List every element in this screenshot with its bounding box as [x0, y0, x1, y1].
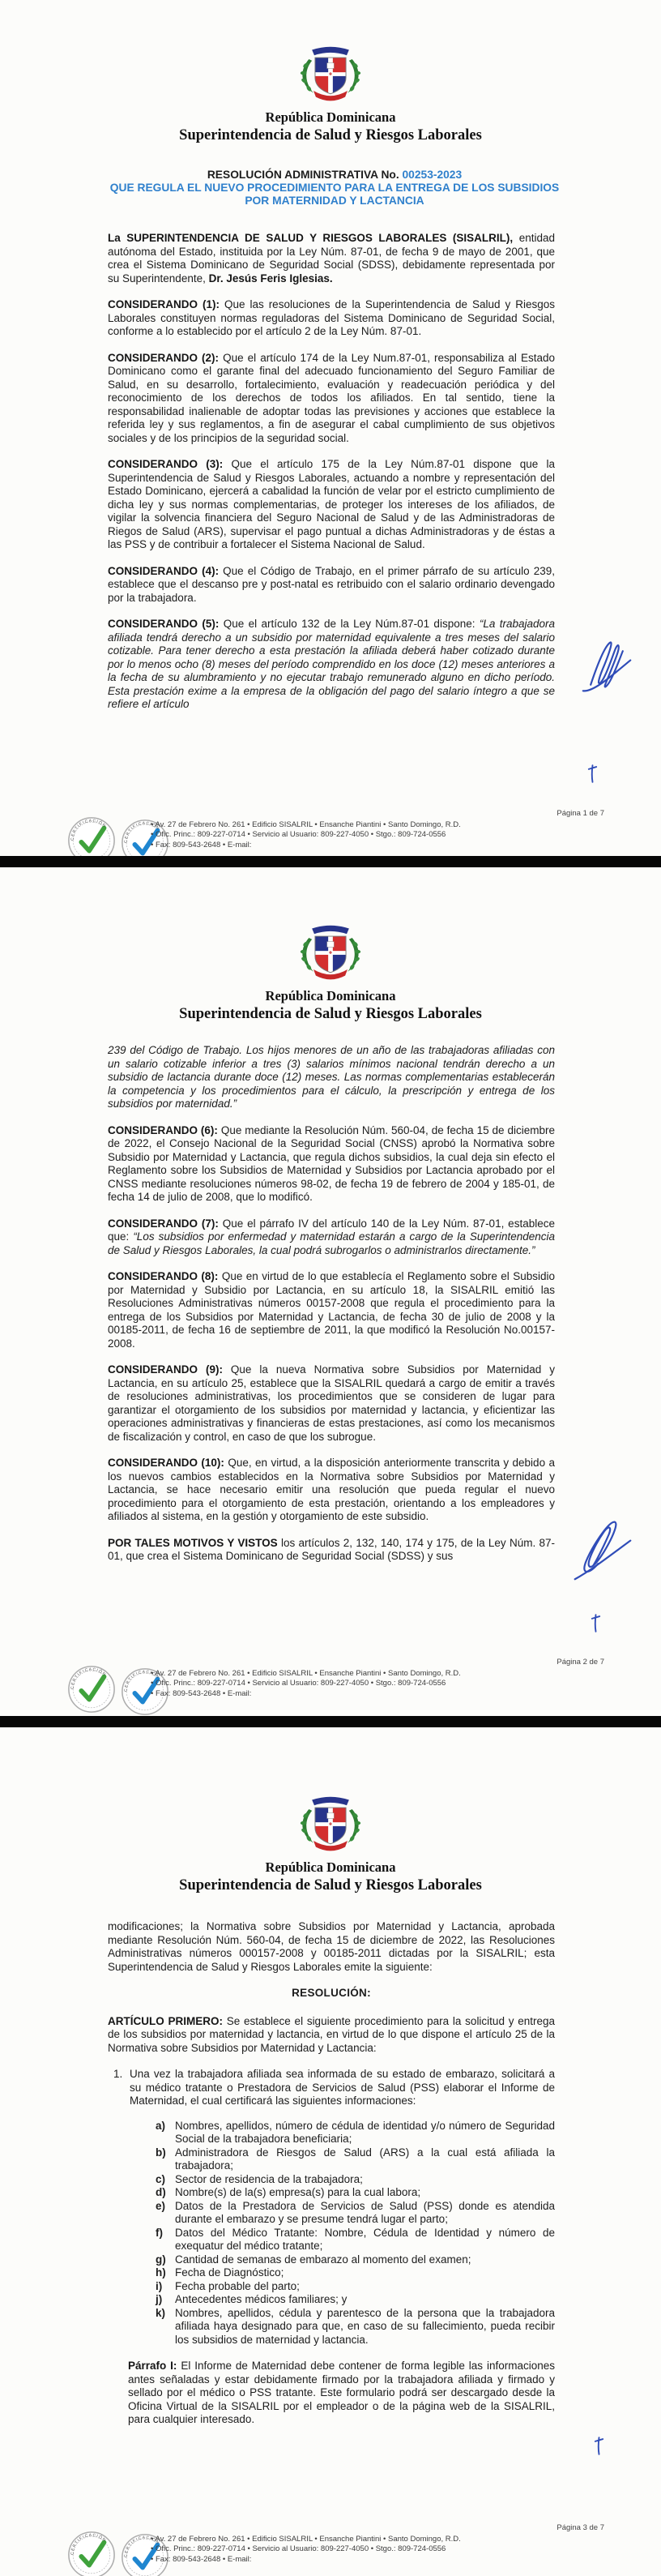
page-number: Página 1 de 7 — [557, 809, 604, 818]
address-line-3: • Fax: 809-543-2648 • E-mail: — [151, 1688, 252, 1698]
resolution-number: 00253-2023 — [402, 169, 463, 181]
law-quote: 239 del Código de Trabajo. Los hijos menores de un año de las trabajadoras afiliadas con un salario cotizable inferior a tres (3) salarios mínimos nacional tendrán derecho a un subsidio de lactancia durante doce (12) meses. Las normas complementarias establecerán la competencia y los procedimientos para el cálculo, la prescripción y entrega de los subsidios por maternidad.” — [108, 1044, 555, 1110]
letterhead — [0, 1727, 661, 1894]
address-line-1: • Av. 27 de Febrero No. 261 • Edificio SISALRIL • Ensanche Piantini • Santo Domingo, R.D. — [151, 820, 461, 829]
list-tag: b) — [156, 2146, 166, 2159]
list-item-j — [156, 2293, 555, 2307]
page-break-bar — [0, 856, 661, 867]
considerando-text: Que el artículo 132 de la Ley Núm.87-01 dispone: — [219, 618, 480, 630]
resolution-subtitle: QUE REGULA EL NUEVO PROCEDIMIENTO PARA LA ENTREGA DE LOS SUBSIDIOS POR MATERNIDAD Y LACTANCIA — [109, 182, 560, 207]
continuation-paragraph: modificaciones; la Normativa sobre Subsidios por Maternidad y Lactancia, aprobada mediante Resolución Núm. 560-04, de fecha 15 de diciembre de 2022, las Resoluciones Administrativas números 000157-2008 y 00185-2011 dictadas por la SISALRIL; esta Superintendencia de Salud y Riesgos Laborales emite la siguiente: — [108, 1920, 555, 1973]
list-text: Fecha de Diagnóstico; — [175, 2266, 284, 2279]
considerando-text: Que en virtud de lo que establecía el Reglamento sobre el Subsidio por Maternidad y Subsidio por Lactancia, en su artículo 18, la SISALRIL emitió las Resoluciones Administrativas números 00157-2008 que regula el procedimiento para la entrega de los Subsidios por Maternidad y Lactancia, de fecha 30 de julio de 2008 y la 00185-2011, de fecha 16 de septiembre de 2011, la que modificó la Resolución No.00157-2008. — [108, 1270, 555, 1350]
considerando-6 — [108, 1124, 555, 1205]
superintendent-name: Dr. Jesús Feris Iglesias. — [208, 272, 333, 285]
list-tag: i) — [156, 2279, 163, 2292]
country-title: República Dominicana — [265, 1859, 396, 1875]
list-text: Nombres, apellidos, número de cédula de identidad y/o número de Seguridad Social de la trabajadora beneficiaria; — [175, 2119, 555, 2145]
institution-title: Superintendencia de Salud y Riesgos Laborales — [179, 127, 482, 143]
considerando-label: CONSIDERANDO (5): — [108, 618, 220, 630]
address-line-1: • Av. 27 de Febrero No. 261 • Edificio SISALRIL • Ensanche Piantini • Santo Domingo, R.D. — [151, 1669, 461, 1678]
address-line-2: • Ofic. Princ.: 809-227-0714 • Servicio al Usuario: 809-227-4050 • Stgo.: 809-724-0556 — [151, 2544, 446, 2554]
considerando-7 — [108, 1217, 555, 1258]
considerando-2 — [108, 352, 555, 446]
list-text: Nombre(s) de la(s) empresa(s) para la cual labora; — [175, 2186, 421, 2198]
list-item-i — [156, 2280, 555, 2294]
page-break-bar — [0, 1716, 661, 1727]
considerando-text: Que el artículo 174 de la Ley Num.87-01, responsabiliza al Estado Dominicano como el garante final del adecuado funcionamiento del Seguro Familiar de Salud, en su desarrollo, fortalecimiento, evaluación y readecuación periódica y del reconocimiento de los derechos de todos los afiliados. En tal sentido, tiene la responsabilidad inalienable de adoptar todas las previsiones y acciones que establece la referida ley y sus reglamentos, a fin de asegurar el cabal cumplimiento de sus objetivos sociales y de los principios de la seguridad social. — [108, 351, 555, 444]
coat-of-arms-icon — [293, 921, 368, 986]
por-tales-motivos — [108, 1537, 555, 1564]
list-text: Datos del Médico Tratante: Nombre, Cédula de Identidad y número de exequatur del médico tratante; — [175, 2226, 555, 2252]
list-item-h — [156, 2266, 555, 2280]
certification-seal-green-icon — [66, 815, 117, 856]
articulo-primero — [108, 2015, 555, 2056]
list-text: Cantidad de semanas de embarazo al momento del examen; — [175, 2253, 471, 2266]
list-text: Antecedentes médicos familiares; y — [175, 2293, 348, 2305]
institution-title: Superintendencia de Salud y Riesgos Laborales — [179, 1006, 482, 1022]
list-item-b — [156, 2146, 555, 2173]
certification-seal-green-icon — [66, 1664, 117, 1714]
considerando-label: CONSIDERANDO (9): — [108, 1363, 223, 1376]
considerando-3 — [108, 458, 555, 552]
item-number: 1. — [113, 2068, 123, 2080]
parrafo-label: Párrafo I: — [128, 2360, 177, 2372]
list-item-f — [156, 2227, 555, 2253]
list-tag: c) — [156, 2172, 166, 2185]
list-item-g — [156, 2253, 555, 2267]
resolution-title-text: RESOLUCIÓN ADMINISTRATIVA No. — [207, 169, 403, 181]
address-line-3: • Fax: 809-543-2648 • E-mail: — [151, 840, 252, 849]
considerando-text: Que mediante la Resolución Núm. 560-04, de fecha 15 de diciembre de 2022, el Consejo Nacional de la Seguridad Social (CNSS) aprobó la Normativa sobre Subsidio por Maternidad y Lactancia, que regula dichos subsidios, la cual deja sin efecto el Reglamento sobre los Subsidios de Maternidad y Subsidios por Lactancia aprobado por el CNSS mediante resoluciones números 98-02, de fecha 19 de febrero de 2004 y 185-01, de fecha 14 de julio de 2008, que lo modificó. — [108, 1123, 555, 1203]
resolution-heading: RESOLUCIÓN: — [292, 1987, 371, 1999]
list-tag: f) — [156, 2226, 163, 2239]
articulo-label: ARTÍCULO PRIMERO: — [108, 2014, 223, 2027]
list-text: Administradora de Riesgos de Salud (ARS) a la cual está afiliada la trabajadora; — [175, 2146, 555, 2172]
law-quote: “Los subsidios por enfermedad y maternidad estarán a cargo de la Superintendencia de Salud y Riesgos Laborales, la cual podrá subrogarlos o administrarlos directamente.” — [108, 1230, 555, 1256]
lettered-list — [156, 2120, 555, 2347]
list-item-c — [156, 2173, 555, 2187]
address-line-2: • Ofic. Princ.: 809-227-0714 • Servicio al Usuario: 809-227-4050 • Stgo.: 809-724-0556 — [151, 1679, 446, 1688]
pen-mark — [586, 764, 599, 784]
list-tag: a) — [156, 2119, 166, 2132]
list-item-a — [156, 2120, 555, 2146]
country-title: República Dominicana — [265, 109, 396, 125]
letterhead — [0, 867, 661, 1023]
page-number: Página 2 de 7 — [557, 1658, 604, 1667]
coat-of-arms-icon — [293, 42, 368, 107]
considerando-label: CONSIDERANDO (7): — [108, 1217, 219, 1230]
address-block — [151, 1669, 461, 1699]
list-tag: g) — [156, 2253, 166, 2266]
numbered-item-1 — [113, 2068, 555, 2108]
item-text: Una vez la trabajadora afiliada sea informada de su estado de embarazo, solicitará a su médico tratante o Prestadora de Servicios de Salud (PSS) elaborar el Informe de Maternidad, el cual certificará las siguientes informaciones: — [130, 2068, 555, 2107]
certification-seal-green-icon — [66, 2530, 117, 2576]
intro-paragraph — [108, 232, 555, 285]
considerando-10 — [108, 1457, 555, 1524]
considerando-text: Que, en virtud, a la disposición anteriormente transcrita y debido a los nuevos cambios establecidos en la Normativa sobre Subsidios por Maternidad y Lactancia, se hace necesario emitir una resolución que pueda regular el nuevo procedimiento para el otorgamiento de esta prestación, orientando a los empleadores y afiliados al sistema, en la gestión y otorgamiento de este subsidio. — [108, 1457, 556, 1522]
list-tag: j) — [156, 2293, 163, 2305]
list-item-d — [156, 2186, 555, 2200]
address-line-2: • Ofic. Princ.: 809-227-0714 • Servicio al Usuario: 809-227-4050 • Stgo.: 809-724-0556 — [151, 830, 446, 840]
list-tag: k) — [156, 2306, 166, 2319]
country-title: República Dominicana — [265, 988, 396, 1003]
considerando-label: CONSIDERANDO (4): — [108, 564, 220, 577]
considerando-text: Que la nueva Normativa sobre Subsidios por Maternidad y Lactancia, en su artículo 25, establece que la SISALRIL quedará a cargo de emitir a través de resoluciones administrativas, los procedimientos que se consideren de lugar para garantizar el otorgamiento de los subsidios por maternidad y lactancia, y eficientizar las operaciones administrativas y financieras de estas prestaciones, así como los mecanismos de fiscalización y control, en caso de que los subrogue. — [108, 1363, 555, 1443]
considerando-text: Que el párrafo IV del artículo 140 de la Ley Núm. 87-01, establece que: — [108, 1217, 555, 1243]
address-block — [151, 820, 461, 850]
considerando-label: CONSIDERANDO (1): — [108, 298, 220, 310]
signature-initials — [570, 1516, 635, 1585]
pen-mark — [593, 2436, 605, 2456]
entity-name: La SUPERINTENDENCIA DE SALUD Y RIESGOS LABORALES (SISALRIL), — [108, 232, 519, 244]
pen-mark — [590, 1613, 602, 1633]
list-text: Datos de la Prestadora de Servicios de Salud (PSS) donde es atendida durante el embarazo y se presume tendrá lugar el parto; — [175, 2199, 555, 2225]
resolution-number-line — [108, 169, 561, 182]
institution-title: Superintendencia de Salud y Riesgos Laborales — [179, 1877, 482, 1893]
list-tag: d) — [156, 2186, 166, 2198]
considerando-text: Que el Código de Trabajo, en el primer párrafo de su artículo 239, establece que el descanso pre y post-natal es retribuido con el salario ordinario devengado por la trabajadora. — [108, 564, 555, 604]
considerando-label: CONSIDERANDO (3): — [108, 458, 224, 470]
page-body — [108, 1044, 555, 1564]
considerando-label: CONSIDERANDO (8): — [108, 1270, 219, 1282]
resolution-title — [108, 169, 561, 208]
considerando-5 — [108, 618, 555, 712]
page-body — [108, 1920, 555, 2427]
quote-continuation — [108, 1044, 555, 1111]
list-tag: e) — [156, 2199, 166, 2212]
page-body — [108, 169, 560, 712]
considerando-label: CONSIDERANDO (2): — [108, 351, 220, 364]
list-text: Nombres, apellidos, cédula y parentesco de la persona que la trabajadora afiliada haya designado para que, en caso de su fallecimiento, pueda recibir los subsidios de maternidad y lactancia. — [175, 2306, 555, 2346]
list-text: Sector de residencia de la trabajadora; — [175, 2172, 363, 2185]
page-number: Página 3 de 7 — [557, 2523, 604, 2532]
considerando-text: Que las resoluciones de la Superintendencia de Salud y Riesgos Laborales constituyen normas reguladoras del Sistema Dominicano de Seguridad Social, conforme a lo establecido por el artículo 2 de la Ley Núm. 87-01. — [108, 298, 555, 337]
list-tag: h) — [156, 2266, 166, 2279]
considerando-label: CONSIDERANDO (6): — [108, 1123, 218, 1136]
list-item-k — [156, 2307, 555, 2347]
considerando-1 — [108, 298, 555, 339]
address-line-3: • Fax: 809-543-2648 • E-mail: — [151, 2554, 252, 2564]
address-line-1: • Av. 27 de Febrero No. 261 • Edificio SISALRIL • Ensanche Piantini • Santo Domingo, R.D. — [151, 2535, 461, 2544]
signature-initials — [580, 637, 633, 699]
list-item-e — [156, 2200, 555, 2227]
por-tales-text: los artículos 2, 132, 140, 174 y 175, de la Ley Núm. 87-01, que crea el Sistema Dominicano de Seguridad Social (SDSS) y sus — [108, 1536, 556, 1562]
parrafo-1 — [128, 2360, 555, 2427]
considerando-text: Que el artículo 175 de la Ley Núm.87-01 dispone que la Superintendencia de Salud y Riesgos Laborales, actuando a nombre y representación del Estado Dominicano, ejercerá a cabalidad la función de velar por el estricto cumplimiento de dicha ley y sus normas complementarias, de proteger los intereses de los afiliados, de vigilar la solvencia financiera del Seguro Nacional de Salud y de las Administradoras de Riegos de Salud (ARS), supervisar el pago puntual a dichas Administradoras y de éstas a las PSS y de contribuir a fortalecer el Sistema Nacional de Salud. — [108, 458, 555, 550]
considerando-9 — [108, 1363, 555, 1444]
considerando-8 — [108, 1270, 555, 1350]
list-text: Fecha probable del parto; — [175, 2279, 300, 2292]
address-block — [151, 2535, 461, 2565]
law-quote: “La trabajadora afiliada tendrá derecho a un subsidio por maternidad equivalente a tres meses del salario cotizable. Para tener derecho a esta prestación la afiliada deberá haber cotizado durante por lo menos ocho (8) meses del período comprendido en los doce (12) meses anteriores a la fecha de su alumbramiento y no ejecutar trabajo remunerado alguno en dicho período. Esta prestación exime a la empresa de la obligación del pago del salario íntegro a que se refiere el artículo — [108, 618, 555, 710]
parrafo-text: El Informe de Maternidad debe contener de forma legible las informaciones antes señaladas y estar debidamente firmado por la trabajadora afiliada y firmado y sellado por el médico o PSS tratante. Este formulario podrá ser descargado desde la Oficina Virtual de la SISALRIL por el empleador o de la página web de la SISALRIL, para cualquier interesado. — [128, 2360, 555, 2425]
document-page-2 — [0, 867, 661, 1716]
letterhead — [0, 0, 661, 144]
coat-of-arms-icon — [293, 1792, 368, 1857]
intro-text: entidad autónoma del Estado, instituida por la Ley Núm. 87-01, de fecha 9 de mayo de 2001, que crea el Sistema Dominicano de Seguridad Social (SDSS), debidamente representada por su Superintendente, — [108, 232, 555, 285]
considerando-4 — [108, 565, 555, 605]
considerando-label: CONSIDERANDO (10): — [108, 1457, 224, 1469]
document-page-3 — [0, 1727, 661, 2576]
articulo-text: Se establece el siguiente procedimiento para la solicitud y entrega de los subsidios por maternidad y lactancia, en virtud de lo que dispone el artículo 25 de la Normativa sobre Subsidios por Maternidad y Lactancia: — [108, 2014, 555, 2054]
por-tales-label: POR TALES MOTIVOS Y VISTOS — [108, 1536, 278, 1549]
document-page-1 — [0, 0, 661, 856]
